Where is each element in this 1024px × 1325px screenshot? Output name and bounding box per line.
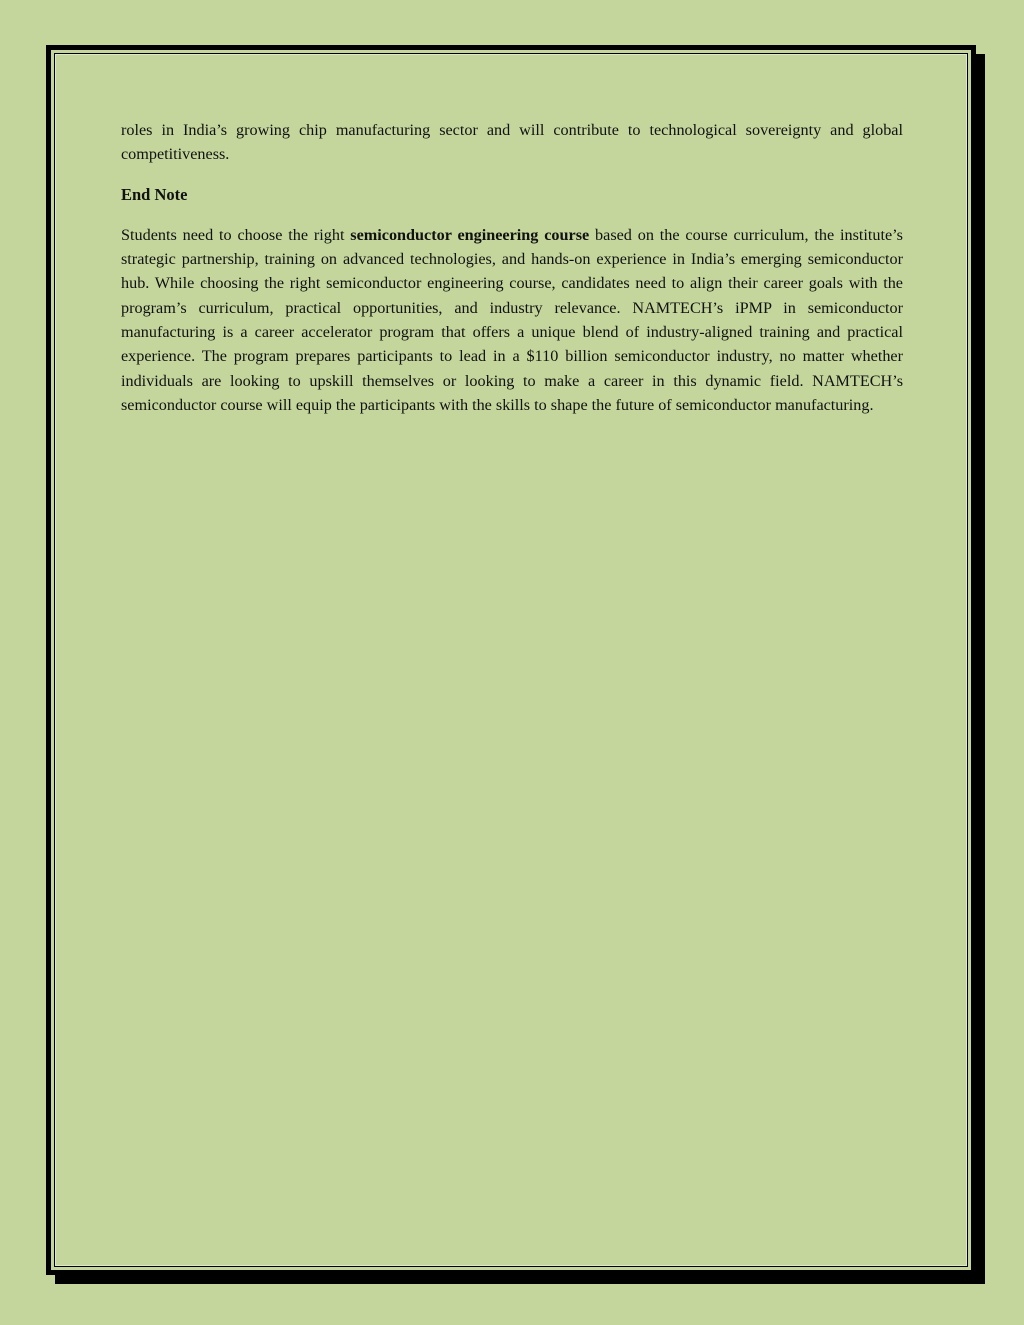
end-note-heading: End Note	[121, 184, 188, 204]
intro-paragraph: roles in India’s growing chip manufacturing sector and will contribute to technological sovereignty and global competitiveness.	[121, 121, 903, 164]
end-note-bold-link-text: semiconductor engineering course	[350, 225, 590, 244]
document-content	[121, 118, 903, 417]
end-note-paragraph	[121, 223, 903, 417]
end-note-text-rest: based on the course curriculum, the institute’s strategic partnership, training on advanced technologies, and hands-on experience in India’s emerging semiconductor hub. While choosing the right semiconductor engineering course, candidates need to align their career goals with the program’s curriculum, practical opportunities, and industry relevance. NAMTECH’s iPMP in semiconductor manufacturing is a career accelerator program that offers a unique blend of industry-aligned training and practical experience. The program prepares participants to lead in a $110 billion semiconductor industry, no matter whether individuals are looking to upskill themselves or looking to make a career in this dynamic field. NAMTECH’s semiconductor course will equip the participants with the skills to shape the future of semiconductor manufacturing.	[121, 225, 903, 414]
end-note-text-start: Students need to choose the right	[121, 225, 351, 244]
